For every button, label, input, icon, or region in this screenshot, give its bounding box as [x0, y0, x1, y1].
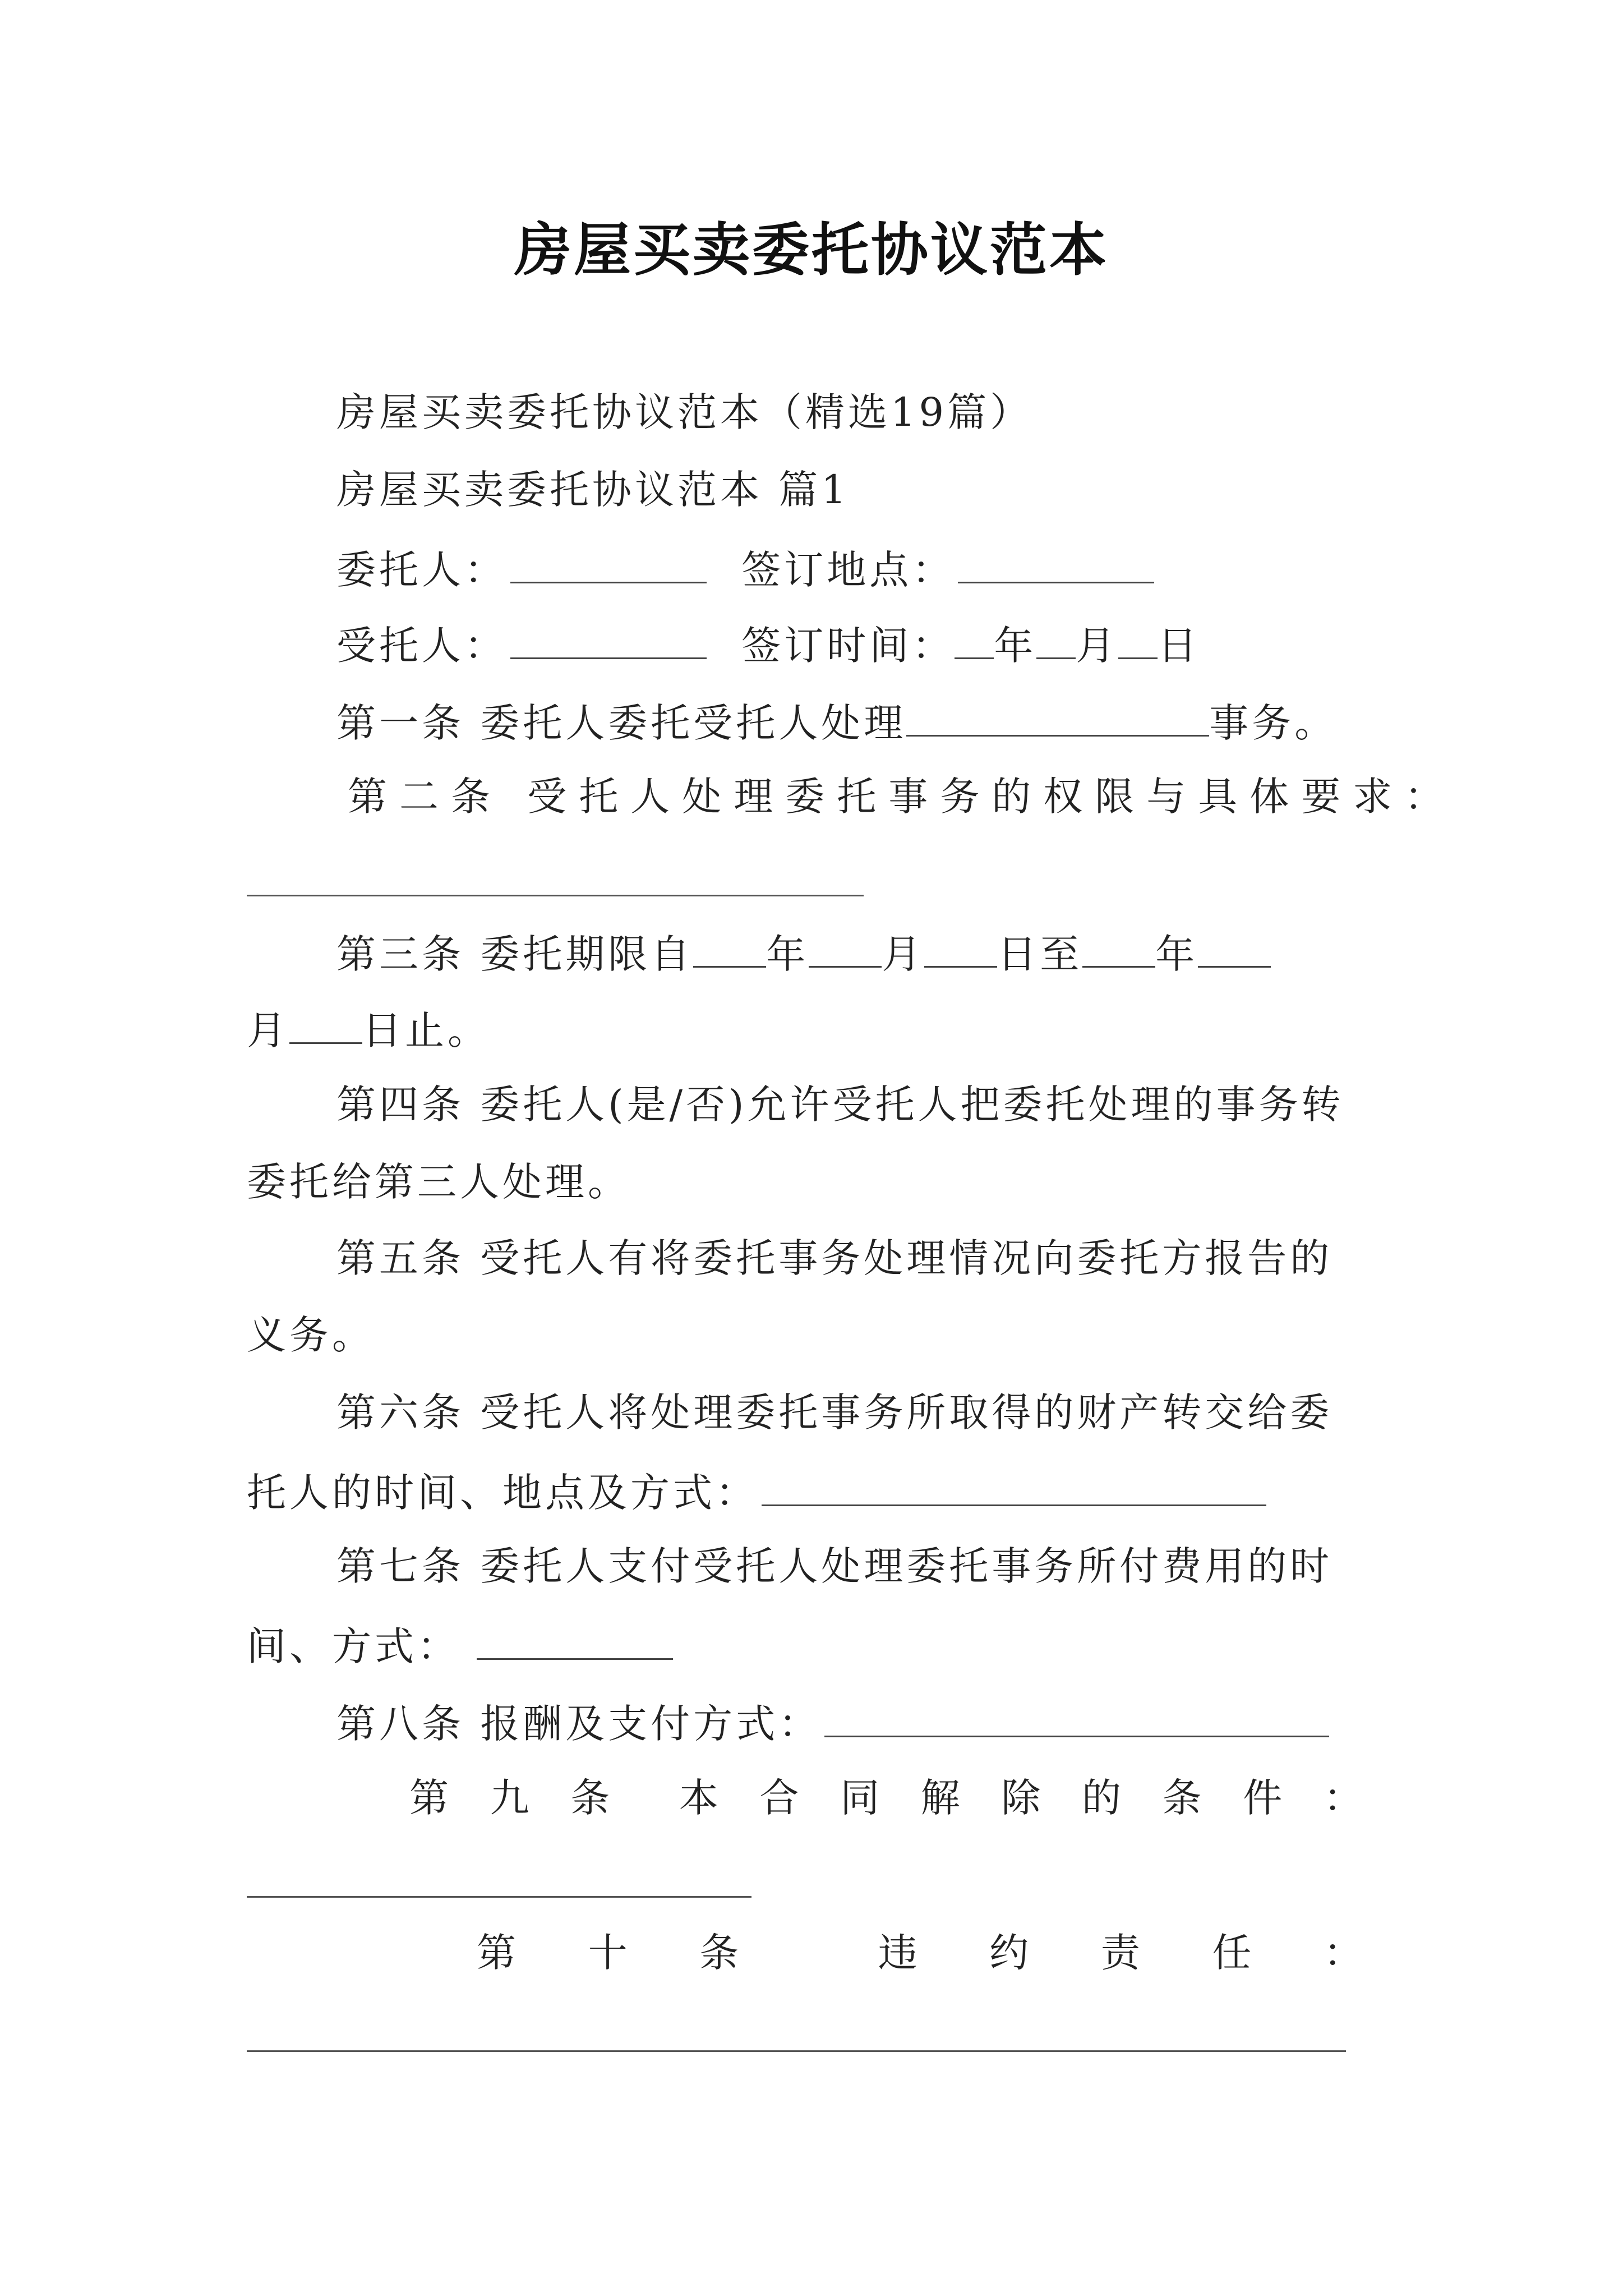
sign-day-label: 日	[1158, 623, 1201, 669]
article-3-month: 月	[882, 931, 925, 977]
article-6-text: 托人的时间、地点及方式：	[247, 1470, 758, 1516]
principal-blank	[510, 547, 707, 583]
article-9	[409, 1775, 1363, 1821]
article-9-char: 解	[920, 1775, 960, 1821]
article-10-char: 十	[588, 1930, 628, 1976]
article-3-line-2	[247, 1007, 490, 1053]
article-5-line-1: 第五条 受托人有将委托事务处理情况向委托方报告的	[336, 1235, 1333, 1281]
sign-year-label: 年	[994, 623, 1037, 669]
section-heading: 房屋买卖委托协议范本 篇1	[336, 467, 850, 513]
article-7-line-1: 第七条 委托人支付受托人处理委托事务所付费用的时	[336, 1543, 1333, 1589]
sign-time-label: 签订时间：	[741, 623, 955, 669]
article-4-line-2: 委托给第三人处理。	[247, 1159, 630, 1205]
article-9-char: 九	[490, 1775, 529, 1821]
article-1-suffix: 事务。	[1209, 700, 1338, 746]
article-9-char: 件	[1243, 1775, 1283, 1821]
article-3-year-blank	[693, 931, 766, 968]
sign-month-label: 月	[1076, 623, 1119, 669]
article-10-char: 任	[1212, 1930, 1252, 1976]
article-6-line-2	[247, 1470, 1270, 1516]
article-3-text: 第三条 委托期限自	[336, 931, 694, 977]
document-title: 房屋买卖委托协议范本	[514, 217, 1109, 284]
article-3-year2: 年	[1155, 931, 1198, 977]
article-4-line-1: 第四条 委托人(是/否)允许受托人把委托处理的事务转	[336, 1082, 1344, 1128]
article-10-char: 约	[989, 1930, 1029, 1976]
article-3-line-1	[336, 931, 1271, 977]
article-3-trailing-blank	[1198, 931, 1271, 968]
article-10-char: 条	[699, 1930, 739, 1976]
article-7-blank	[477, 1623, 673, 1660]
principal-row	[336, 547, 1158, 593]
document-subtitle: 房屋买卖委托协议范本（精选19篇）	[336, 389, 1033, 435]
article-3-end: 日止。	[362, 1007, 490, 1053]
article-3-year2-blank	[1082, 931, 1155, 968]
article-3-month-blank	[809, 931, 882, 968]
article-9-char: 合	[759, 1775, 799, 1821]
article-9-char: 同	[840, 1775, 880, 1821]
article-3-day-blank	[924, 931, 997, 968]
sign-year-blank	[955, 623, 994, 659]
article-3-day2-blank	[289, 1007, 362, 1044]
article-10	[477, 1930, 1363, 1976]
article-5-line-2: 义务。	[247, 1312, 375, 1358]
sign-day-blank	[1118, 623, 1158, 659]
article-8	[336, 1701, 1332, 1747]
article-1-text: 第一条 委托人委托受托人处理	[336, 700, 907, 746]
agent-blank	[510, 623, 707, 659]
article-9-char: 条	[1162, 1775, 1202, 1821]
agent-row	[336, 623, 1201, 669]
article-1	[336, 700, 1338, 746]
principal-label: 委托人：	[336, 547, 507, 593]
article-10-blank	[247, 2050, 1346, 2052]
article-9-blank	[247, 1896, 751, 1898]
article-1-blank	[906, 700, 1209, 737]
sign-place-label: 签订地点：	[741, 547, 955, 593]
article-9-char: 第	[409, 1775, 449, 1821]
article-9-char: 本	[679, 1775, 718, 1821]
article-9-char: 条	[570, 1775, 610, 1821]
agent-label: 受托人：	[336, 623, 507, 669]
article-10-char: 第	[477, 1930, 516, 1976]
article-10-char: ：	[1323, 1930, 1363, 1976]
article-3-month2: 月	[247, 1007, 289, 1053]
article-7-text: 间、方式：	[247, 1623, 460, 1669]
article-6-blank	[762, 1470, 1266, 1506]
article-9-char: ：	[1323, 1775, 1363, 1821]
sign-place-blank	[958, 547, 1154, 583]
article-9-char: 除	[1001, 1775, 1041, 1821]
article-8-blank	[824, 1701, 1329, 1737]
article-2-blank	[247, 895, 864, 896]
article-7-line-2	[247, 1623, 676, 1669]
article-9-char: 的	[1082, 1775, 1121, 1821]
sign-month-blank	[1036, 623, 1076, 659]
article-6-line-1: 第六条 受托人将处理委托事务所取得的财产转交给委	[336, 1389, 1333, 1435]
article-8-text: 第八条 报酬及支付方式：	[336, 1701, 822, 1747]
article-3-day-to: 日至	[997, 931, 1083, 977]
article-2: 第二条 受托人处理委托事务的权限与具体要求：	[348, 774, 1456, 820]
article-10-char: 违	[878, 1930, 917, 1976]
article-3-year: 年	[766, 931, 809, 977]
article-10-char: 责	[1100, 1930, 1140, 1976]
